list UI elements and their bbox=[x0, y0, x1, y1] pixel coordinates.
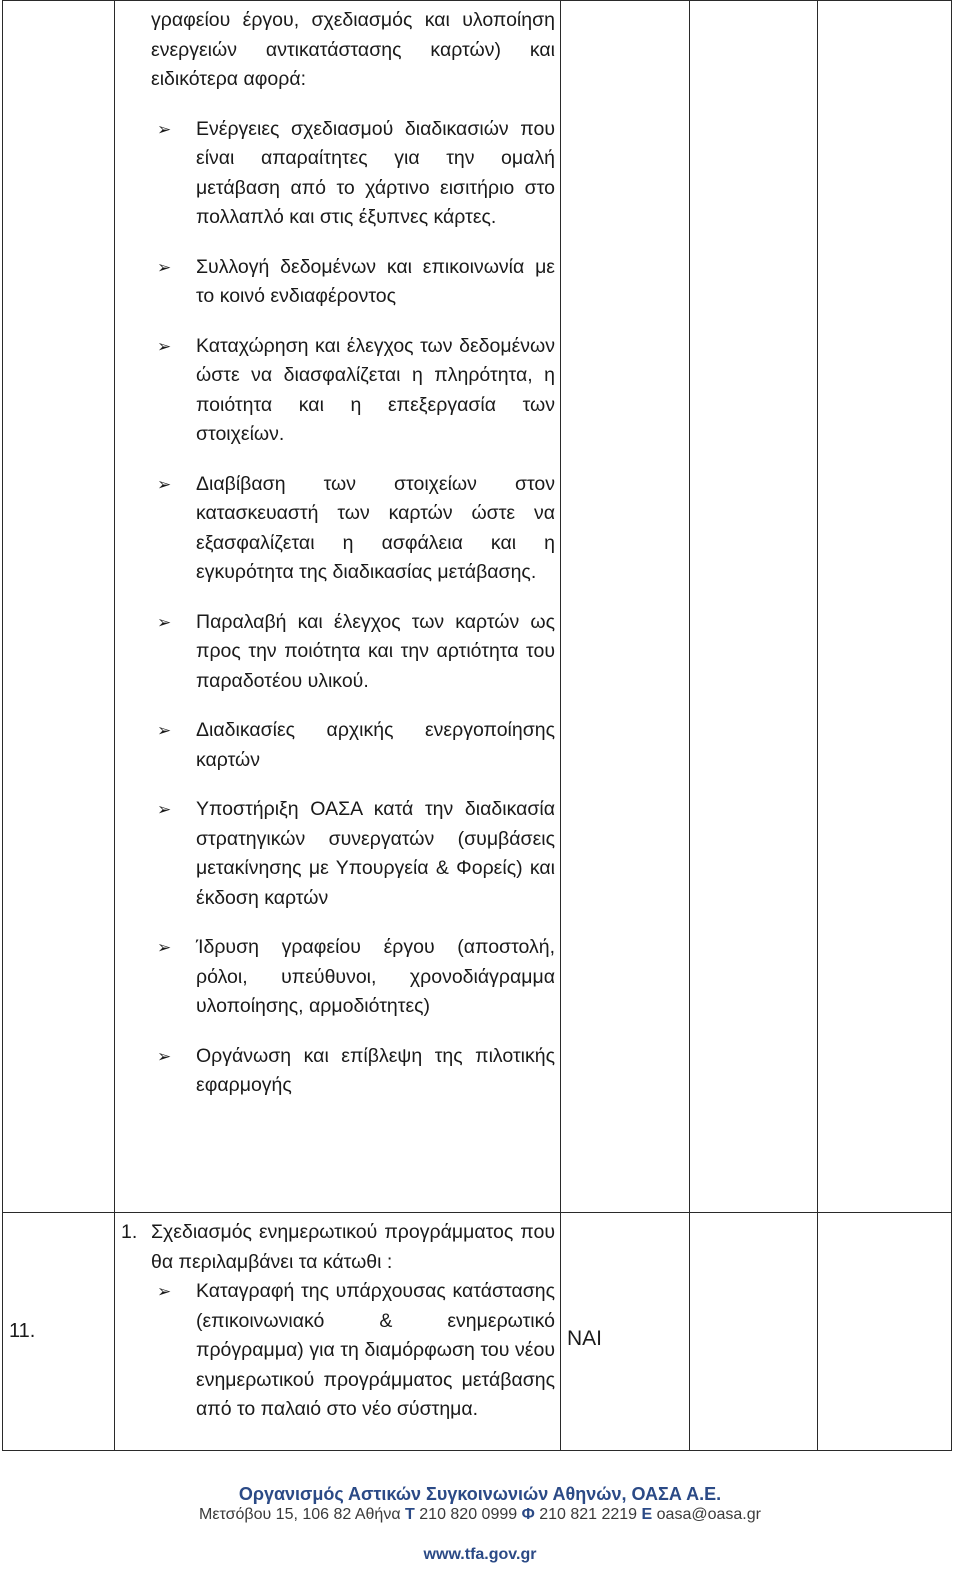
answer-cell bbox=[561, 1, 690, 1213]
phone: 210 820 0999 bbox=[419, 1506, 518, 1523]
list-item: ➢ Συλλογή δεδομένων και επικοινωνία με το κοινό ενδιαφέροντος bbox=[151, 253, 555, 312]
address: Μετσόβου 15, 106 82 Αθήνα bbox=[199, 1506, 401, 1523]
arrow-bullet-icon: ➢ bbox=[157, 612, 172, 632]
bullet-list bbox=[151, 1277, 555, 1425]
description-cell bbox=[115, 1, 561, 1213]
bullet-list bbox=[151, 115, 555, 1101]
arrow-bullet-icon: ➢ bbox=[157, 257, 172, 277]
list-item: ➢ Ίδρυση γραφείου έργου (αποστολή, ρόλοι, υπεύθυνοι, χρονοδιάγραμμα υλοποίησης, αρμοδιότητες) bbox=[151, 933, 555, 1022]
arrow-bullet-icon: ➢ bbox=[157, 938, 172, 957]
list-item: ➢ Παραλαβή και έλεγχος των καρτών ως προς την ποιότητα και την αρτιότητα του παραδοτέου υλικού. bbox=[151, 608, 555, 697]
arrow-bullet-icon: ➢ bbox=[157, 800, 172, 819]
item-number: 1. bbox=[121, 1221, 138, 1243]
arrow-bullet-icon: ➢ bbox=[157, 1282, 172, 1301]
list-item: ➢ Οργάνωση και επίβλεψη της πιλοτικής εφαρμογής bbox=[151, 1042, 555, 1101]
empty-cell bbox=[690, 1, 818, 1213]
arrow-bullet-icon: ➢ bbox=[157, 721, 172, 740]
list-item: ➢ Ενέργειες σχεδιασμού διαδικασιών που είναι απαραίτητες για την ομαλή μετάβαση από το χάρτινο εισιτήριο στο πολλαπλό και στις έξυπνες κάρτες. bbox=[151, 115, 555, 233]
item-text: Σχεδιασμός ενημερωτικού προγράμματος που θα περιλαμβάνει τα κάτωθι : bbox=[151, 1221, 555, 1273]
intro-text: γραφείου έργου, σχεδιασμός και υλοποίηση ενεργειών αντικατάστασης καρτών) και ειδικότερα αφορά: bbox=[151, 9, 555, 90]
website: www.tfa.gov.gr bbox=[423, 1546, 537, 1563]
arrow-bullet-icon: ➢ bbox=[157, 474, 172, 494]
list-item: ➢ Υποστήριξη ΟΑΣΑ κατά την διαδικασία στρατηγικών συνεργατών (συμβάσεις μετακίνησης με Υπουργεία & Φορείς) και έκδοση καρτών bbox=[151, 795, 555, 913]
table-row bbox=[3, 1, 952, 1213]
arrow-bullet-icon: ➢ bbox=[157, 336, 172, 356]
empty-cell bbox=[818, 1, 952, 1213]
email-label: Ε bbox=[641, 1506, 653, 1523]
answer-cell: ΝΑΙ bbox=[561, 1213, 690, 1451]
empty-cell bbox=[690, 1213, 818, 1451]
list-item: ➢ Καταχώρηση και έλεγχος των δεδομένων ώστε να διασφαλίζεται η πληρότητα, η ποιότητα και η επεξεργασία των στοιχείων. bbox=[151, 332, 555, 450]
numbered-item bbox=[121, 1218, 555, 1277]
arrow-bullet-icon: ➢ bbox=[157, 119, 172, 139]
empty-cell bbox=[818, 1213, 952, 1451]
number-cell bbox=[3, 1, 115, 1213]
row-number: 11. bbox=[3, 1213, 115, 1451]
arrow-bullet-icon: ➢ bbox=[157, 1046, 172, 1066]
table-row bbox=[3, 1213, 952, 1451]
list-item: ➢ Διαβίβαση των στοιχείων στον κατασκευαστή των καρτών ώστε να εξασφαλίζεται η ασφάλεια και η εγκυρότητα της διαδικασίας μετάβασης. bbox=[151, 470, 555, 588]
email: oasa@oasa.gr bbox=[656, 1506, 761, 1523]
list-item: ➢ Διαδικασίες αρχικής ενεργοποίησης καρτών bbox=[151, 716, 555, 775]
org-name: Οργανισμός Αστικών Συγκοινωνιών Αθηνών, ΟΑΣΑ Α.Ε. bbox=[238, 1484, 722, 1504]
phone-label: Τ bbox=[405, 1506, 415, 1523]
fax: 210 821 2219 bbox=[539, 1506, 638, 1523]
contact-line bbox=[0, 1506, 960, 1524]
list-item: ➢ Καταγραφή της υπάρχουσας κατάστασης (επικοινωνιακό & ενημερωτικό πρόγραμμα) για τη διαμόρφωση του νέου ενημερωτικού προγράμματος μετάβασης από το παλαιό στο νέο σύστημα. bbox=[151, 1277, 555, 1425]
description-cell bbox=[115, 1213, 561, 1451]
fax-label: Φ bbox=[521, 1506, 535, 1523]
requirements-table bbox=[2, 0, 952, 1451]
